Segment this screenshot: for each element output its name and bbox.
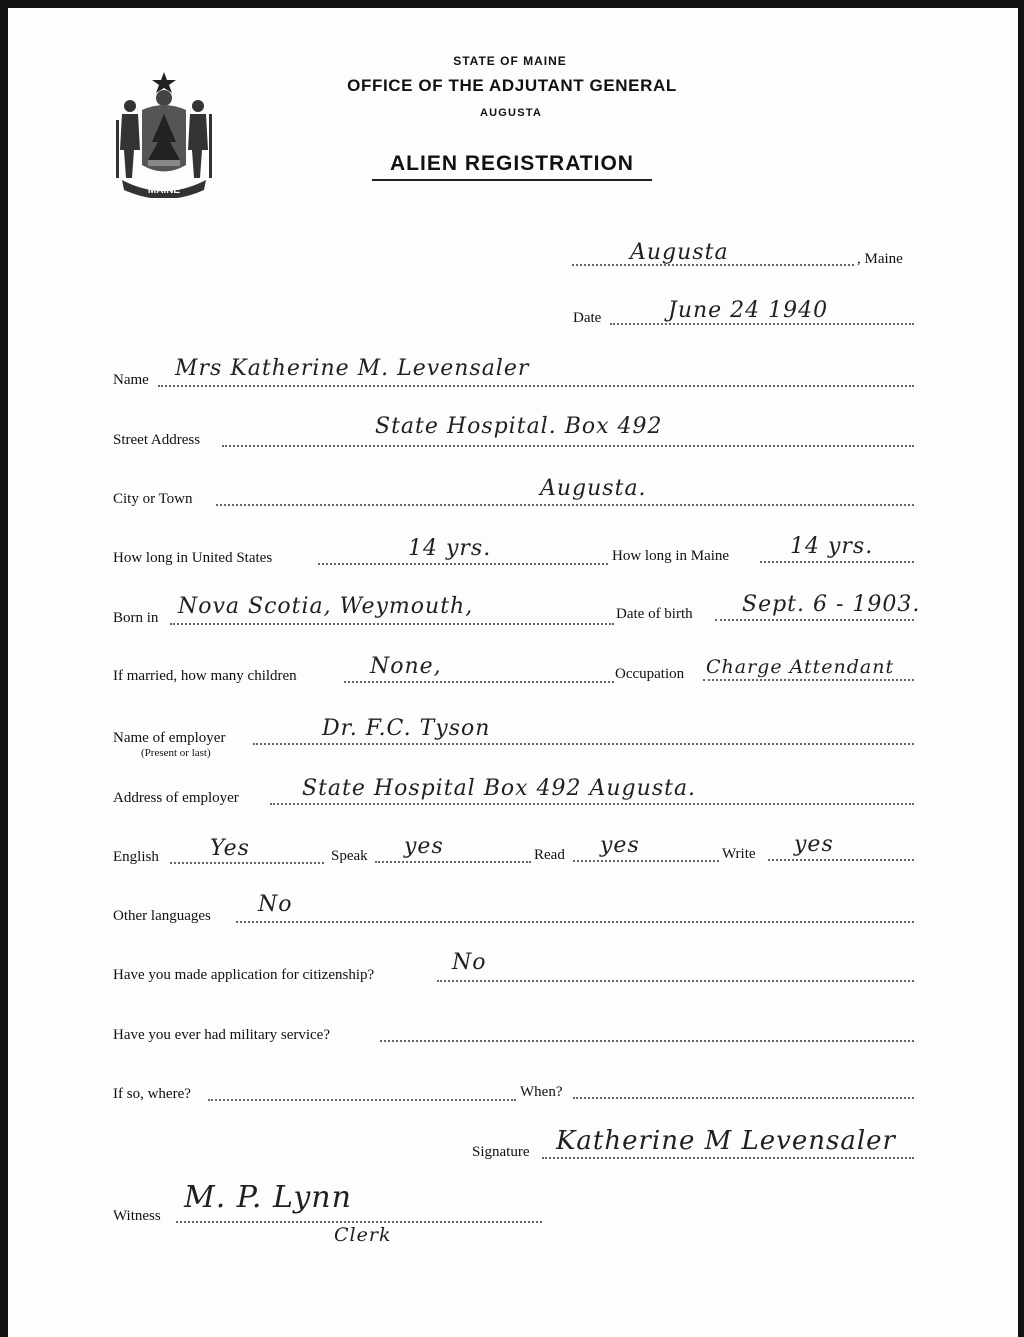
- other-languages-line: [236, 921, 914, 923]
- when-line: [573, 1097, 914, 1099]
- occupation-line: [703, 679, 914, 681]
- employer-value: Dr. F.C. Tyson: [322, 716, 491, 741]
- seal-text: MAINE: [147, 185, 181, 196]
- write-label: Write: [722, 846, 756, 862]
- header-state: STATE OF MAINE: [453, 54, 567, 68]
- name-label: Name: [113, 372, 149, 388]
- how-long-maine-label: How long in Maine: [612, 548, 730, 564]
- how-long-us-line: [318, 563, 608, 565]
- employer-line: [253, 743, 914, 745]
- employer-address-label: Address of employer: [113, 790, 239, 806]
- city-value: Augusta.: [540, 476, 647, 501]
- when-label: When?: [520, 1084, 563, 1100]
- scan-border-right: [1018, 0, 1024, 1337]
- military-label: Have you ever had military service?: [113, 1027, 330, 1043]
- how-long-maine-value: 14 yrs.: [790, 534, 874, 559]
- speak-label: Speak: [331, 848, 368, 864]
- children-value: None,: [370, 654, 442, 679]
- date-of-birth-value: Sept. 6 - 1903.: [742, 592, 921, 617]
- city-label: City or Town: [113, 491, 193, 507]
- city-line: [216, 504, 914, 506]
- write-line: [768, 859, 914, 861]
- other-languages-value: No: [258, 892, 293, 917]
- children-label: If married, how many children: [113, 668, 297, 684]
- english-line: [170, 862, 324, 864]
- header-office: OFFICE OF THE ADJUTANT GENERAL: [347, 76, 677, 95]
- citizenship-label: Have you made application for citizenship?: [113, 967, 375, 983]
- employer-address-line: [270, 803, 914, 805]
- street-label: Street Address: [113, 432, 201, 448]
- citizenship-line: [437, 980, 914, 982]
- witness-title: Clerk: [334, 1224, 392, 1246]
- place-label: , Maine: [857, 251, 903, 267]
- employer-label: Name of employer: [113, 730, 226, 746]
- form-title: ALIEN REGISTRATION: [390, 152, 634, 175]
- children-line: [344, 681, 614, 683]
- employer-address-value: State Hospital Box 492 Augusta.: [302, 776, 697, 801]
- scan-border-left: [0, 0, 8, 1337]
- employer-sublabel: (Present or last): [141, 747, 211, 759]
- witness-label: Witness: [113, 1208, 161, 1224]
- where-line: [208, 1099, 516, 1101]
- how-long-us-label: How long in United States: [113, 550, 273, 566]
- citizenship-value: No: [452, 950, 487, 975]
- name-value: Mrs Katherine M. Levensaler: [175, 356, 530, 381]
- born-in-label: Born in: [113, 610, 159, 626]
- signature-line: [542, 1157, 914, 1159]
- date-value: June 24 1940: [668, 298, 829, 323]
- read-value: yes: [600, 833, 640, 858]
- street-value: State Hospital. Box 492: [375, 414, 663, 439]
- title-underline: [372, 179, 652, 181]
- witness-line: [176, 1221, 542, 1223]
- born-in-value: Nova Scotia, Weymouth,: [178, 594, 474, 619]
- witness-value: M. P. Lynn: [184, 1180, 352, 1215]
- speak-line: [375, 861, 531, 863]
- date-line: [610, 323, 914, 325]
- signature-label: Signature: [472, 1144, 530, 1160]
- date-of-birth-line: [715, 619, 914, 621]
- date-label: Date: [573, 310, 602, 326]
- read-label: Read: [534, 847, 565, 863]
- speak-value: yes: [404, 834, 444, 859]
- name-line: [158, 385, 914, 387]
- other-languages-label: Other languages: [113, 908, 211, 924]
- read-line: [573, 860, 719, 862]
- english-label: English: [113, 849, 159, 865]
- how-long-maine-line: [760, 561, 914, 563]
- scan-border-top: [0, 0, 1024, 8]
- signature-value: Katherine M Levensaler: [556, 1126, 896, 1156]
- date-of-birth-label: Date of birth: [616, 606, 693, 622]
- header-city: AUGUSTA: [480, 107, 542, 119]
- military-line: [380, 1040, 914, 1042]
- street-line: [222, 445, 914, 447]
- write-value: yes: [794, 832, 834, 857]
- where-label: If so, where?: [113, 1086, 191, 1102]
- occupation-label: Occupation: [615, 666, 685, 682]
- place-value: Augusta: [630, 240, 729, 265]
- born-in-line: [170, 623, 614, 625]
- occupation-value: Charge Attendant: [706, 656, 895, 678]
- how-long-us-value: 14 yrs.: [408, 536, 492, 561]
- english-value: Yes: [210, 836, 250, 861]
